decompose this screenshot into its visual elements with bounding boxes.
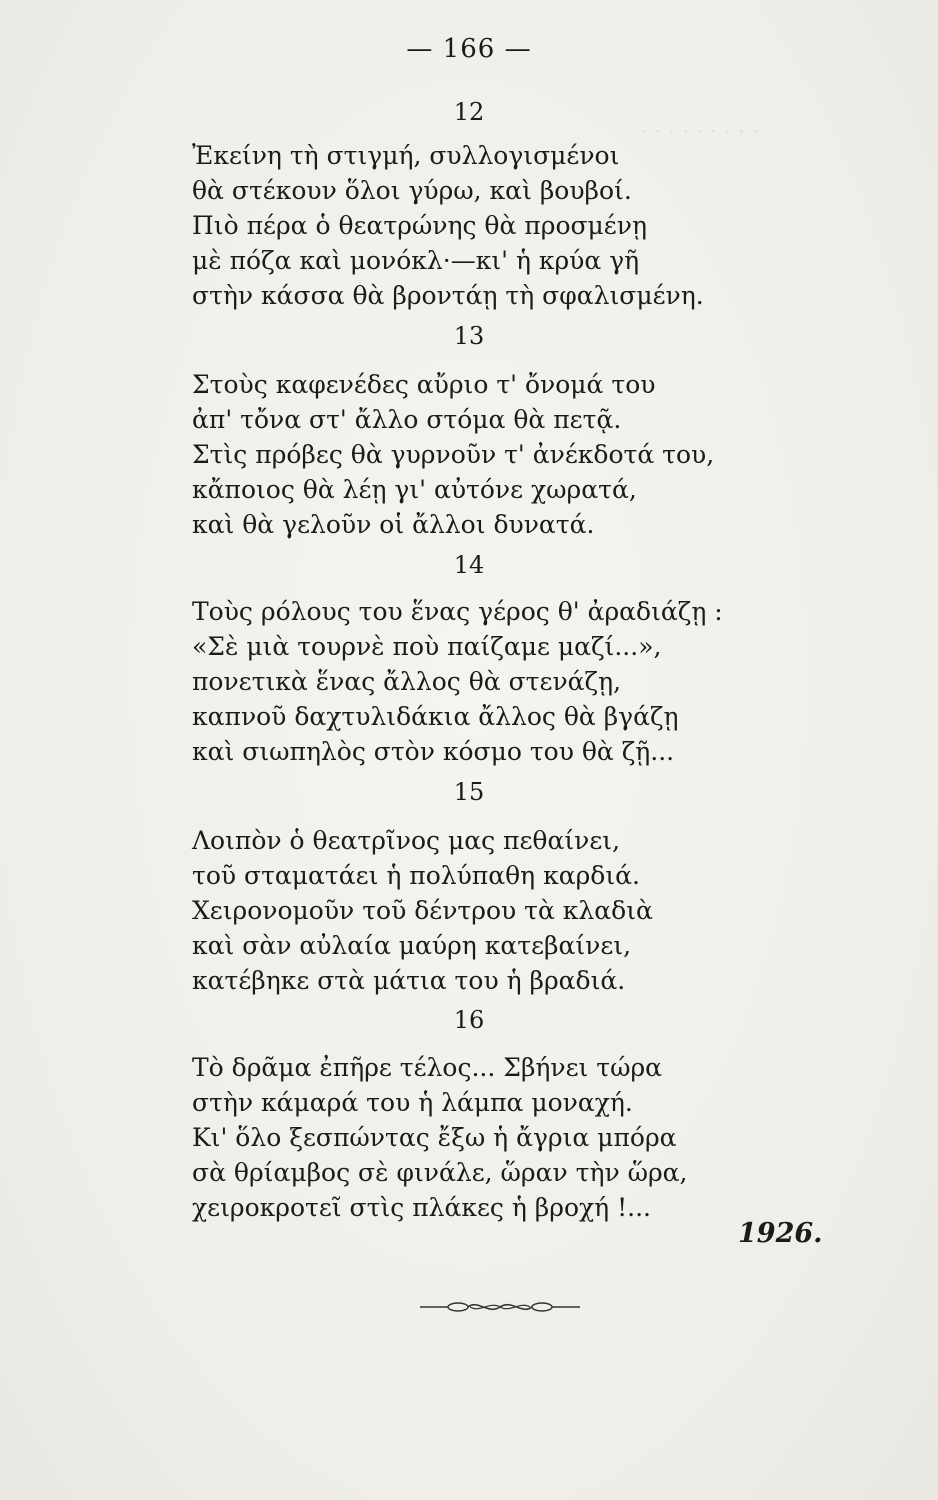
verse-line: Στὶς πρόβες θὰ γυρνοῦν τ' ἀνέκδοτά του, [192,440,715,469]
stanza [192,367,752,542]
verse-line: Στοὺς καφενέδες αὔριο τ' ὄνομά του [192,370,656,399]
stanza [192,594,752,769]
verse-line: κατέβηκε στὰ μάτια του ἡ βραδιά. [192,966,626,995]
stanza-number: 14 [453,551,485,579]
verse-line: σὰ θρίαμβος σὲ φινάλε, ὥραν τὴν ὥρα, [192,1158,688,1187]
verse-line: Τοὺς ρόλους του ἕνας γέρος θ' ἀραδιάζῃ : [192,597,723,626]
verse-line: καὶ θὰ γελοῦν οἱ ἄλλοι δυνατά. [192,510,595,539]
stanza-number: 15 [453,778,485,806]
stanza-number: 12 [453,98,485,126]
verse-line: καπνοῦ δαχτυλιδάκια ἄλλος θὰ βγάζῃ [192,702,679,731]
show-through-text: · · · · · · · · · [640,120,759,145]
verse-line: Τὸ δρᾶμα ἐπῆρε τέλος... Σβήνει τώρα [192,1053,663,1082]
ornament-divider-icon [418,1296,582,1318]
stanza-number: 16 [453,1006,485,1034]
verse-line: τοῦ σταματάει ἡ πολύπαθη καρδιά. [192,861,640,890]
stanza [192,823,752,998]
verse-line: Λοιπὸν ὁ θεατρῖνος μας πεθαίνει, [192,826,621,855]
verse-line: στὴν κάσσα θὰ βροντάῃ τὴ σφαλισμένη. [192,281,704,310]
verse-line: κἄποιος θὰ λέῃ γι' αὐτόνε χωρατά, [192,475,637,504]
verse-line: καὶ σιωπηλὸς στὸν κόσμο του θὰ ζῇ... [192,737,675,766]
stanza-number: 13 [453,322,485,350]
verse-line: Ἐκείνη τὴ στιγμή, συλλογισμένοι [192,141,620,170]
verse-line: Πιὸ πέρα ὁ θεατρώνης θὰ προσμένῃ [192,211,647,240]
verse-line: Κι' ὅλο ξεσπώντας ἔξω ἡ ἄγρια μπόρα [192,1123,677,1152]
verse-line: στὴν κάμαρά του ἡ λάμπα μοναχή. [192,1088,633,1117]
verse-line: μὲ πόζα καὶ μονόκλ·—κι' ἡ κρύα γῆ [192,246,640,275]
verse-line: «Σὲ μιὰ τουρνὲ ποὺ παίζαμε μαζί...», [192,632,662,661]
verse-line: χειροκροτεῖ στὶς πλάκες ἡ βροχή !... [192,1193,651,1222]
verse-line: θὰ στέκουν ὅλοι γύρω, καὶ βουβοί. [192,176,632,205]
verse-line: Χειρονομοῦν τοῦ δέντρου τὰ κλαδιὰ [192,896,653,925]
date-signature: 1926. [738,1218,823,1249]
page-number: — 166 — [406,34,532,64]
verse-line: πονετικὰ ἕνας ἄλλος θὰ στενάζῃ, [192,667,622,696]
verse-line: καὶ σὰν αὐλαία μαύρη κατεβαίνει, [192,931,632,960]
stanza [192,1050,752,1225]
stanza [192,138,752,313]
verse-line: ἀπ' τὄνα στ' ἄλλο στόμα θὰ πετᾷ. [192,405,622,434]
